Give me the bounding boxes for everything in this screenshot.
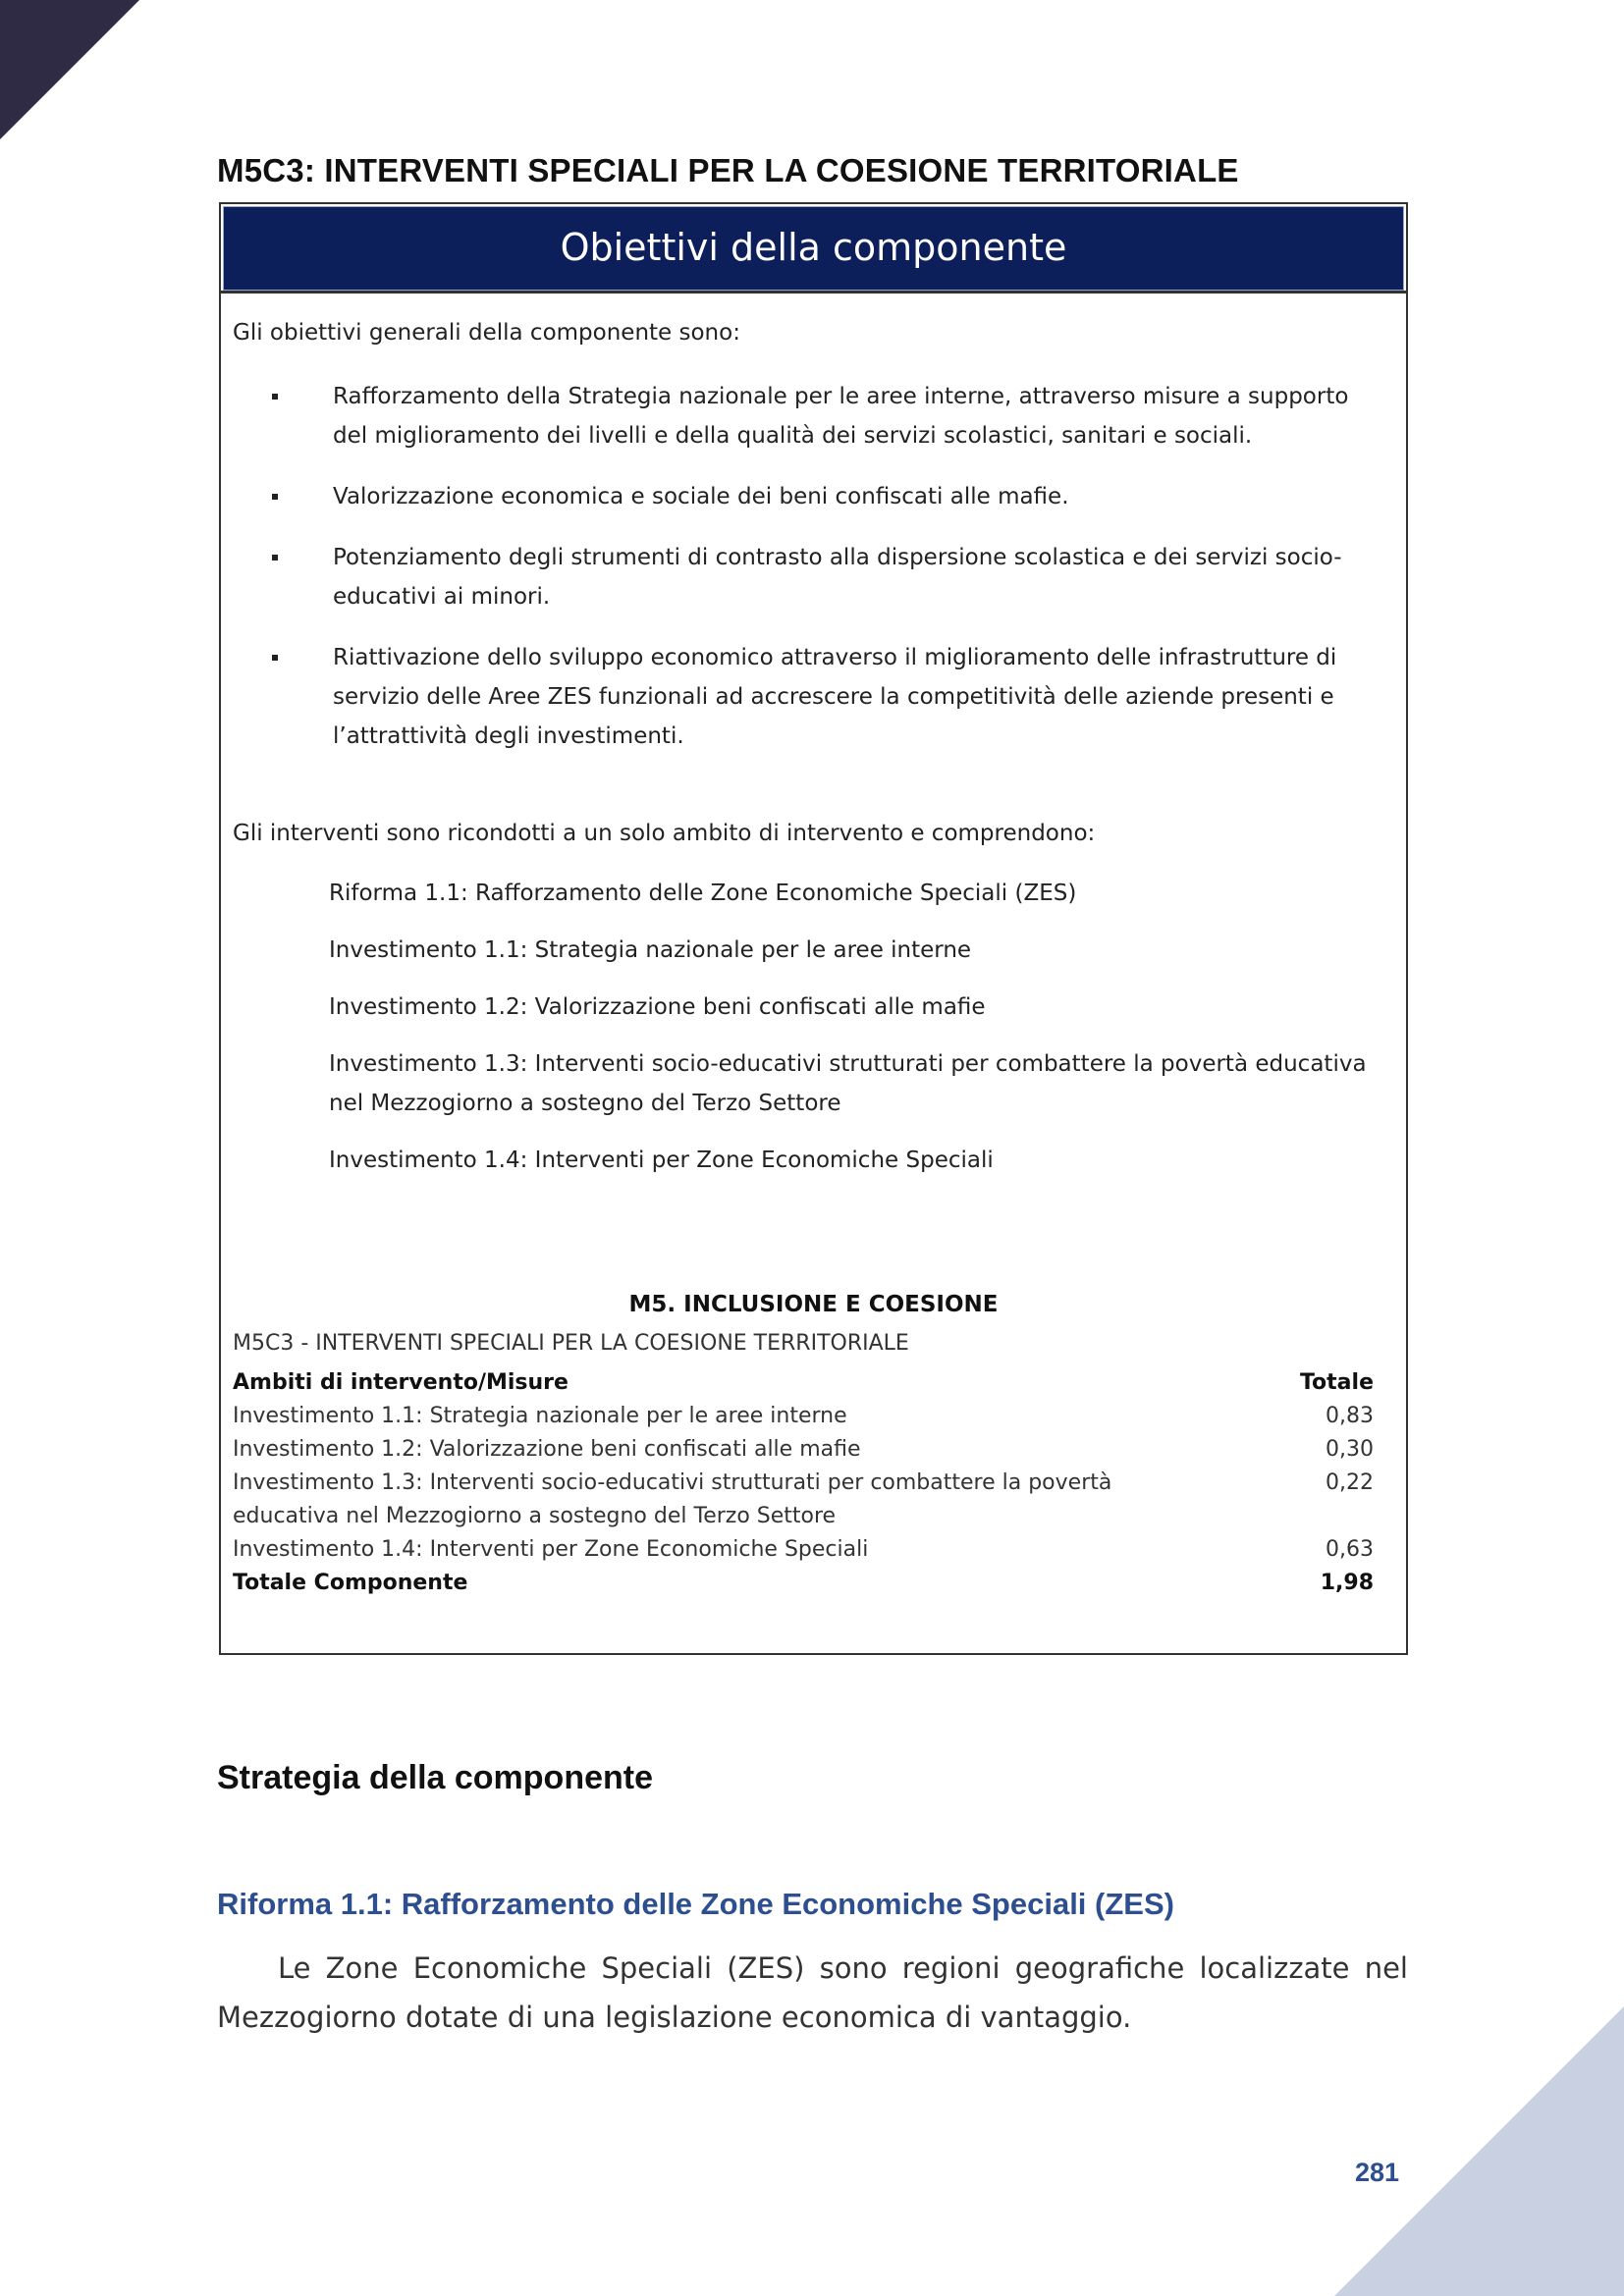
row-label: Investimento 1.2: Valorizzazione beni confiscati alle mafie — [233, 1437, 861, 1462]
row-value: 0,22 — [1326, 1470, 1374, 1495]
funding-table — [233, 1366, 1380, 1600]
row-value: 0,30 — [1326, 1437, 1374, 1462]
list-item-text: Valorizzazione economica e sociale dei beni confiscati alle mafie. — [333, 484, 1069, 509]
list-item-text: Rafforzamento della Strategia nazionale per le aree interne, attraverso misure a supporto del miglioramento dei livelli e della qualità dei servizi scolastici, sanitari e sociali. — [333, 384, 1349, 449]
list-item-text: Potenziamento degli strumenti di contrasto alla dispersione scolastica e dei servizi socio-educativi ai minori. — [333, 545, 1342, 610]
measures-list — [329, 874, 1389, 1198]
objectives-list — [260, 377, 1389, 777]
objectives-box — [219, 202, 1408, 1655]
measures-intro: Gli interventi sono ricondotti a un solo ambito di intervento e comprendono: — [233, 821, 1096, 846]
table-row — [233, 1533, 1380, 1567]
bullet-square-icon — [272, 555, 278, 561]
table-row — [233, 1467, 1380, 1533]
strategy-heading: Strategia della componente — [217, 1759, 653, 1796]
reform-paragraph: Le Zone Economiche Speciali (ZES) sono regioni geografiche localizzate nel Mezzogiorno dotate di una legislazione economica di vantaggio. — [217, 1951, 1408, 2034]
list-item — [260, 638, 1389, 756]
table-row — [233, 1433, 1380, 1467]
measure-item: Riforma 1.1: Rafforzamento delle Zone Economiche Speciali (ZES) — [329, 881, 1077, 906]
column-header-total: Totale — [1299, 1370, 1374, 1395]
table-total-row — [233, 1567, 1380, 1600]
bullet-square-icon — [272, 394, 278, 400]
section-title: M5C3: INTERVENTI SPECIALI PER LA COESIONE TERRITORIALE — [217, 152, 1239, 188]
total-value: 1,98 — [1320, 1571, 1374, 1595]
measure-item: Investimento 1.2: Valorizzazione beni confiscati alle mafie — [329, 994, 986, 1020]
row-value: 0,83 — [1326, 1404, 1374, 1428]
list-item — [260, 377, 1389, 455]
reform-heading: Riforma 1.1: Rafforzamento delle Zone Economiche Speciali (ZES) — [217, 1887, 1174, 1921]
corner-decoration-bottom-right — [1334, 2006, 1624, 2296]
list-item — [260, 538, 1389, 616]
header-divider — [221, 291, 1406, 294]
objectives-box-header: Obiettivi della componente — [223, 206, 1404, 291]
list-item-text: Riattivazione dello sviluppo economico attraverso il miglioramento delle infrastrutture di servizio delle Aree ZES funzionali ad accrescere la competitività delle aziende presenti e l’attrattività degli investimenti. — [333, 645, 1337, 749]
row-label: Investimento 1.4: Interventi per Zone Economiche Speciali — [233, 1537, 869, 1562]
table-row — [233, 1400, 1380, 1433]
row-value: 0,63 — [1326, 1537, 1374, 1562]
page-number: 281 — [1355, 2158, 1400, 2187]
row-label: Investimento 1.1: Strategia nazionale per le aree interne — [233, 1404, 847, 1428]
row-label: Investimento 1.3: Interventi socio-educativi strutturati per combattere la povertà educativa nel Mezzogiorno a sostegno del Terzo Settore — [233, 1470, 1112, 1528]
total-label: Totale Componente — [233, 1571, 468, 1595]
table-title: M5. INCLUSIONE E COESIONE — [628, 1292, 999, 1317]
bullet-square-icon — [272, 494, 278, 500]
column-header-measures: Ambiti di intervento/Misure — [233, 1370, 568, 1395]
measure-item: Investimento 1.3: Interventi socio-educativi strutturati per combattere la povertà educativa nel Mezzogiorno a sostegno del Terzo Settore — [329, 1051, 1367, 1116]
objectives-intro: Gli obiettivi generali della componente sono: — [233, 320, 740, 346]
list-item — [260, 477, 1389, 516]
measure-item: Investimento 1.4: Interventi per Zone Economiche Speciali — [329, 1148, 994, 1173]
corner-decoration-top-left — [0, 0, 139, 139]
bullet-square-icon — [272, 655, 278, 661]
measure-item: Investimento 1.1: Strategia nazionale per le aree interne — [329, 937, 972, 963]
table-header-row — [233, 1366, 1380, 1400]
table-subtitle: M5C3 - INTERVENTI SPECIALI PER LA COESIONE TERRITORIALE — [233, 1331, 909, 1356]
